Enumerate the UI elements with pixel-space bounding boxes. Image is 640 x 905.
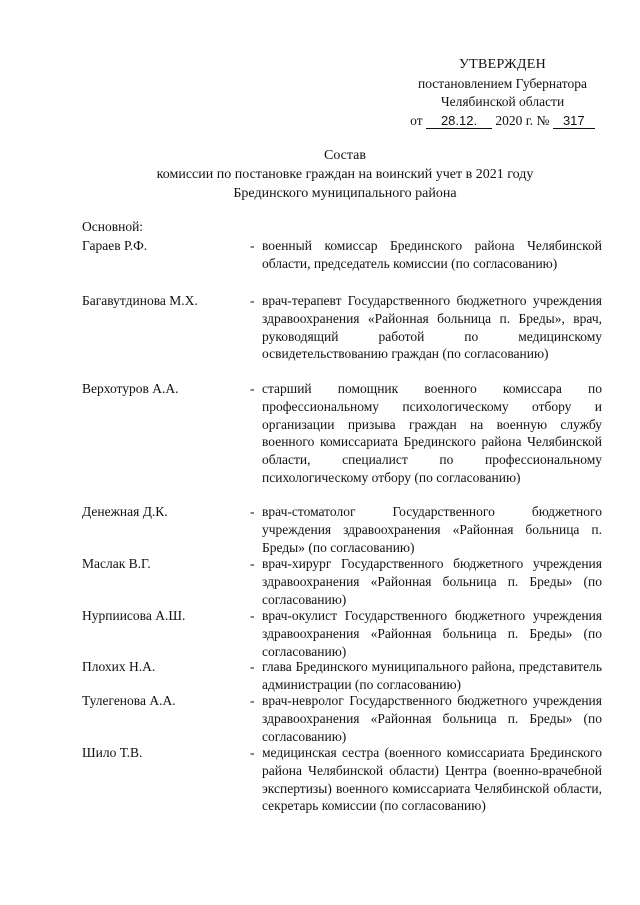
approval-block: [400, 56, 605, 130]
approval-line-1: постановлением Губернатора: [418, 75, 587, 91]
member-name: Плохих Н.А.: [82, 659, 156, 674]
member-dash: -: [250, 659, 255, 674]
member-role: глава Брединского муниципального района, представитель администрации (по согласованию): [262, 659, 602, 692]
member-row: [82, 744, 602, 815]
member-row: [82, 237, 602, 273]
member-dash: -: [250, 556, 255, 571]
member-row: [82, 658, 602, 694]
member-name: Шило Т.В.: [82, 745, 143, 760]
member-role: медицинская сестра (военного комиссариата Брединского района Челябинской области) Центра (военно-врачебной экспертизы) военного комиссариата Челябинской области, секретарь комиссии (по согласованию): [262, 745, 602, 814]
member-name: Маслак В.Г.: [82, 556, 151, 571]
member-name: Верхотуров А.А.: [82, 381, 179, 396]
member-dash: -: [250, 238, 255, 253]
member-row: [82, 555, 602, 608]
title-line-1: Состав: [323, 148, 366, 163]
approval-year: 2020 г. №: [495, 112, 550, 128]
date-prefix: от: [410, 112, 423, 128]
member-dash: -: [250, 504, 255, 519]
approval-line-2: Челябинской области: [440, 94, 565, 109]
member-name: Нурпиисова А.Ш.: [82, 608, 186, 623]
member-dash: -: [250, 693, 255, 708]
title-line-3: Брединского муниципального района: [233, 186, 457, 201]
member-role: старший помощник военного комиссара по профессиональному психологическому отбору и организации призыва граждан на военную службу военного комиссариата Брединского района Челябинской области, специалист по профессиональному психологическому отбору (по согласованию): [262, 381, 602, 485]
member-role: военный комиссар Брединского района Челябинской области, председатель комиссии (по согласованию): [262, 238, 602, 271]
member-role: врач-стоматолог Государственного бюджетного учреждения здравоохранения «Районная больница п. Бреды» (по согласованию): [262, 504, 602, 555]
member-dash: -: [250, 293, 255, 308]
approval-date: 28.12.: [426, 113, 492, 129]
member-role: врач-окулист Государственного бюджетного учреждения здравоохранения «Районная больница п. Бреды» (по согласованию): [262, 608, 602, 659]
member-row: [82, 692, 602, 745]
member-name: Гараев Р.Ф.: [82, 238, 148, 253]
member-dash: -: [250, 608, 255, 623]
member-role: врач-терапевт Государственного бюджетного учреждения здравоохранения «Районная больница п. Бреды», врач, руководящий работой по медицинскому освидетельствованию граждан (по согласованию): [262, 293, 602, 362]
member-row: [82, 607, 602, 660]
approval-number: 317: [553, 113, 595, 129]
member-role: врач-невролог Государственного бюджетного учреждения здравоохранения «Районная больница п. Бреды» (по согласованию): [262, 693, 602, 744]
member-name: Багавутдинова М.Х.: [82, 293, 198, 308]
member-role: врач-хирург Государственного бюджетного учреждения здравоохранения «Районная больница п. Бреды» (по согласованию): [262, 556, 602, 607]
member-row: [82, 503, 602, 556]
member-row: [82, 292, 602, 363]
member-row: [82, 380, 602, 487]
approval-heading: УТВЕРЖДЕН: [458, 57, 547, 72]
member-dash: -: [250, 745, 255, 760]
member-dash: -: [250, 381, 255, 396]
document-title: [80, 146, 610, 203]
member-name: Денежная Д.К.: [82, 504, 168, 519]
approval-date-line: [400, 112, 605, 131]
title-line-2: комиссии по постановке граждан на воинский учет в 2021 году: [156, 167, 534, 182]
member-name: Тулегенова А.А.: [82, 693, 176, 708]
section-label: Основной:: [82, 219, 144, 234]
